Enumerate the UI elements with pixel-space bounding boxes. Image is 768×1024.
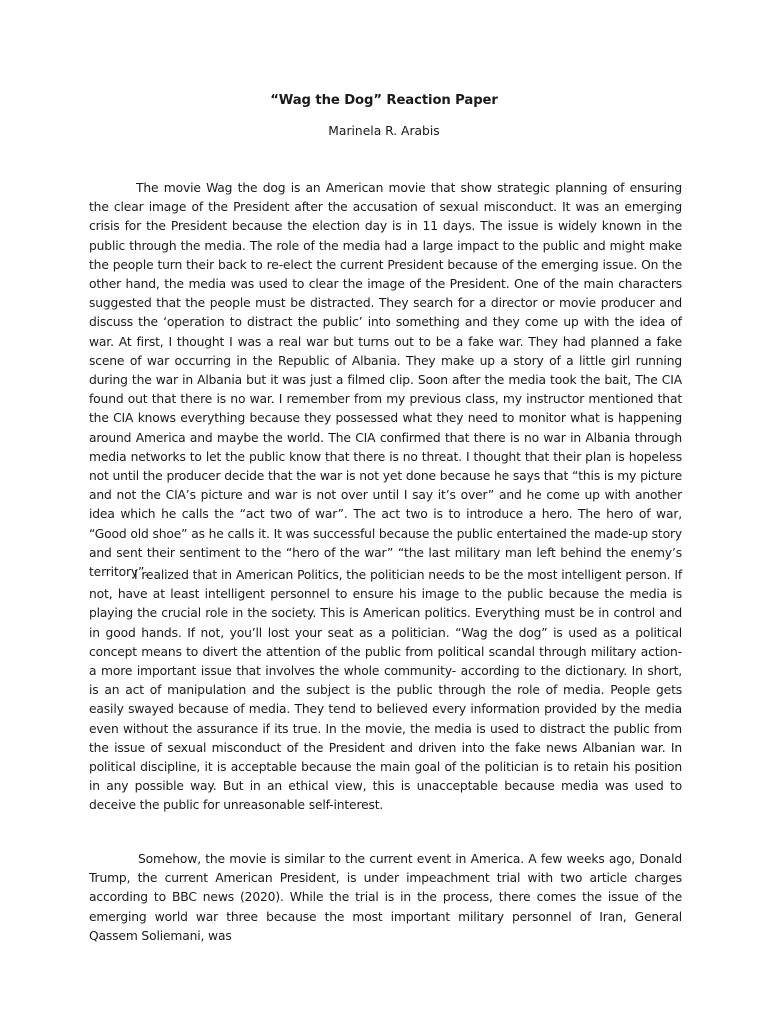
paragraph-2: I realized that in American Politics, the politician needs to be the most intelligent person. If not, have at least intelligent personnel to ensure his image to the public because the media is playing the crucial role in the society. This is American politics. Everything must be in control and in good hands. If not, you’ll lost your seat as a politician. “Wag the dog” is used as a political concept means to divert the attention of the public from political scandal through military action- a more important issue that involves the whole community- according to the dictionary. In short, is an act of manipulation and the subject is the public through the role of media. People gets easily swayed because of media. They tend to believed every information provided by the media even without the assurance if its true. In the movie, the media is used to distract the public from the issue of sexual misconduct of the President and driven into the fake news Albanian war. In political discipline, it is acceptable because the main goal of the politician is to retain his position in any possible way. But in an ethical view, this is unacceptable because media was used to deceive the public for unreasonable self-interest. — [89, 568, 682, 813]
paragraph-1: The movie Wag the dog is an American movie that show strategic planning of ensuring the clear image of the President after the accusation of sexual misconduct. It was an emerging crisis for the President because the election day is in 11 days. The issue is widely known in the public through the media. The role of the media had a large impact to the public and might make the people turn their back to re-elect the current President because of the emerging issue. On the other hand, the media was used to clear the image of the President. One of the main characters suggested that the people must be distracted. They search for a director or movie producer and discuss the ‘operation to distract the public’ into something and they come up with the idea of war. At first, I thought I was a real war but turns out to be a fake war. They had planned a fake scene of war occurring in the Republic of Albania. They make up a story of a little girl running during the war in Albania but it was just a filmed clip. Soon after the media took the bait, The CIA found out that there is no war. I remember from my previous class, my instructor mentioned that the CIA knows everything because they possessed what they need to monitor what is happening around America and maybe the world. The CIA confirmed that there is no war in Albania through media networks to let the public know that there is no threat. I thought that their plan is hopeless not until the producer decide that the war is not yet done because he says that “this is my picture and not the CIA’s picture and war is not over until I say it’s over” and he come up with another idea which he calls the “act two of war”. The act two is to introduce a hero. The hero of war, “Good old shoe” as he calls it. It was successful because the public entertained the made-up story and sent their sentiment to the “hero of the war” “the last military man left behind the enemy’s territory”. — [89, 181, 682, 580]
paragraph-3: Somehow, the movie is similar to the current event in America. A few weeks ago, Donald Trump, the current American President, is under impeachment trial with two article charges according to BBC news (2020). While the trial is in the process, there comes the issue of the emerging world war three because the most important military personnel of Iran, General Qassem Soliemani, was — [89, 852, 682, 943]
document-author: Marinela R. Arabis — [328, 124, 440, 138]
document-title: “Wag the Dog” Reaction Paper — [270, 93, 498, 108]
